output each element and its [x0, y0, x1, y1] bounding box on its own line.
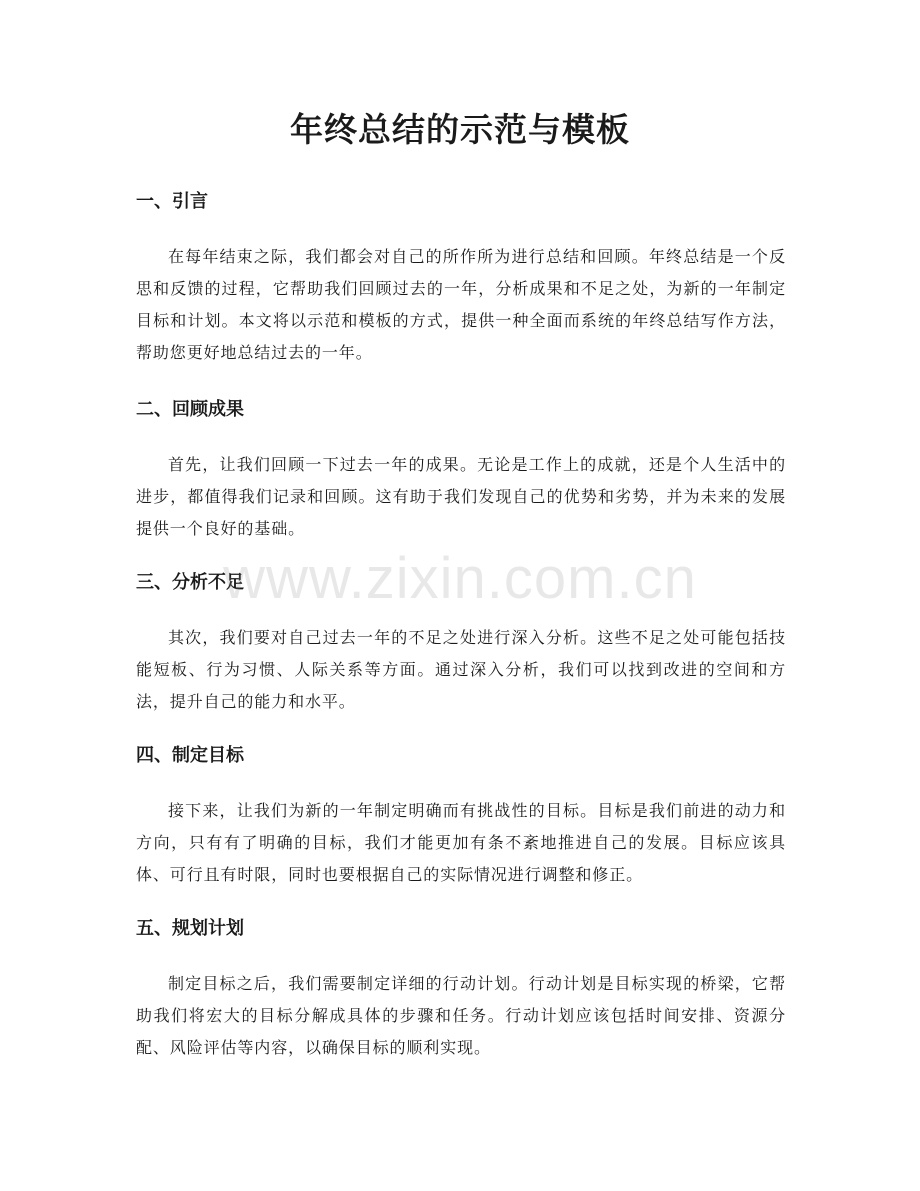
section-heading: 二、回顾成果 [136, 399, 244, 420]
section-plan-actions [136, 915, 786, 1064]
section-heading: 五、规划计划 [136, 918, 244, 939]
section-heading: 一、引言 [136, 191, 208, 212]
section-review-achievements [136, 396, 786, 545]
section-analyze-shortcomings [136, 569, 786, 718]
document-title: 年终总结的示范与模板 [290, 110, 630, 149]
watermark: www.zixin.com.cn [223, 546, 697, 611]
section-set-goals [136, 742, 786, 891]
section-heading: 三、分析不足 [136, 572, 244, 593]
section-paragraph: 在每年结束之际，我们都会对自己的所作所为进行总结和回顾。年终总结是一个反思和反馈的过程，它帮助我们回顾过去的一年，分析成果和不足之处，为新的一年制定目标和计划。本文将以示范和模板的方式，提供一种全面而系统的年终总结写作方法，帮助您更好地总结过去的一年。 [136, 247, 786, 362]
section-paragraph: 接下来，让我们为新的一年制定明确而有挑战性的目标。目标是我们前进的动力和方向，只有有了明确的目标，我们才能更加有条不紊地推进自己的发展。目标应该具体、可行且有时限，同时也要根据自己的实际情况进行调整和修正。 [136, 801, 786, 884]
section-paragraph: 制定目标之后，我们需要制定详细的行动计划。行动计划是目标实现的桥梁，它帮助我们将宏大的目标分解成具体的步骤和任务。行动计划应该包括时间安排、资源分配、风险评估等内容，以确保目标的顺利实现。 [136, 974, 786, 1057]
section-paragraph: 首先，让我们回顾一下过去一年的成果。无论是工作上的成就，还是个人生活中的进步，都值得我们记录和回顾。这有助于我们发现自己的优势和劣势，并为未来的发展提供一个良好的基础。 [136, 455, 786, 538]
section-introduction [136, 188, 786, 369]
section-paragraph: 其次，我们要对自己过去一年的不足之处进行深入分析。这些不足之处可能包括技能短板、行为习惯、人际关系等方面。通过深入分析，我们可以找到改进的空间和方法，提升自己的能力和水平。 [136, 628, 786, 711]
section-heading: 四、制定目标 [136, 745, 244, 766]
